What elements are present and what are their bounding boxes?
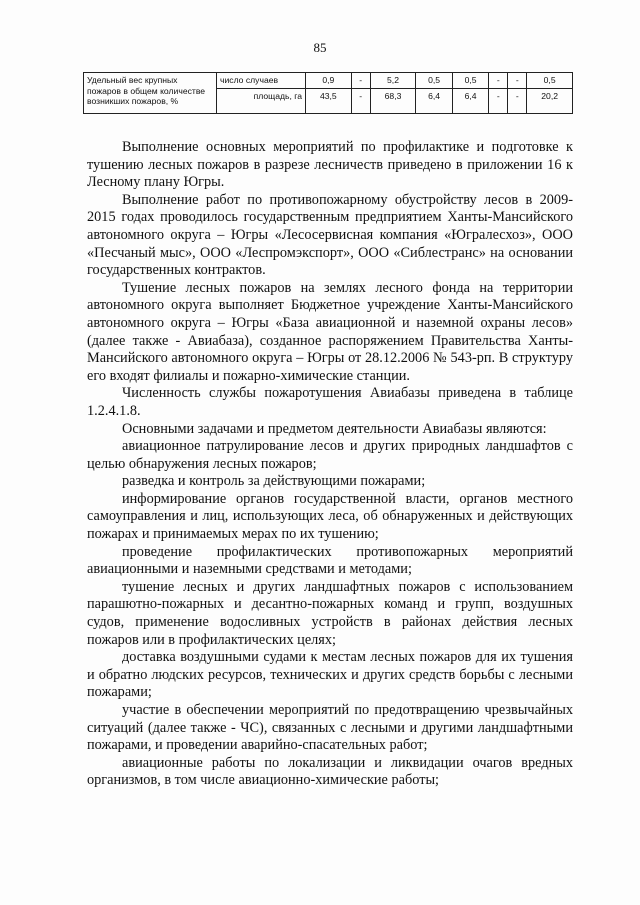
table-cell: 68,3 xyxy=(370,89,416,114)
table-cell: 6,4 xyxy=(452,89,488,114)
table-cell: 0,5 xyxy=(416,73,452,89)
table-cell: 20,2 xyxy=(527,89,573,114)
table-cell: 0,9 xyxy=(306,73,352,89)
table-cell: - xyxy=(489,73,508,89)
paragraph-tasks-heading: Основными задачами и предметом деятельности Авиабазы являются: xyxy=(122,420,547,437)
metric-area: площадь, га xyxy=(217,89,306,114)
list-item-pest-control: авиационные работы по локализации и ликвидации очагов вредных организмов, в том числе авиационно-химические работы; xyxy=(87,754,573,789)
list-item-informing: информирование органов государственной власти, органов местного самоуправления и лиц, использующих леса, об обнаруженных и действующих пожарах и принимаемых мерах по их тушению; xyxy=(87,490,573,543)
paragraph-fire-infrastructure: Выполнение работ по противопожарному обустройству лесов в 2009-2015 годах проводилось государственным предприятием Ханты-Мансийского автономного округа – Югры «Лесосервисная компания «Югралесхоз», ООО «Песчаный мыс», ООО «Леспромэкспорт», ООО «Сиблестранс» на основании государственных контрактов. xyxy=(87,191,573,279)
table-cell: 0,5 xyxy=(452,73,488,89)
list-item-prevention: проведение профилактических противопожарных мероприятий авиационными и наземными средствами и методами; xyxy=(87,543,573,578)
fire-statistics-table xyxy=(83,72,573,114)
table-cell: - xyxy=(489,89,508,114)
table-cell: 0,5 xyxy=(527,73,573,89)
paragraph-staff-reference: Численность службы пожаротушения Авиабазы приведена в таблице 1.2.4.1.8. xyxy=(87,385,573,419)
paragraph-prevention-annex: Выполнение основных мероприятий по профилактике и подготовке к тушению лесных пожаров в разрезе лесничеств приведено в приложении 16 к Лесному плану Югры. xyxy=(87,139,573,191)
list-item-reconnaissance: разведка и контроль за действующими пожарами; xyxy=(122,473,426,490)
list-item-delivery: доставка воздушными судами к местам лесных пожаров для их тушения и обратно людских ресурсов, технических и других средств борьбы с лесными пожарами; xyxy=(87,649,573,701)
table-cell: - xyxy=(508,89,527,114)
table-row xyxy=(84,73,573,89)
paragraph-aviabase-intro: Тушение лесных пожаров на землях лесного фонда на территории автономного округа выполняет Бюджетное учреждение Ханты-Мансийского автономного округа – Югры «База авиационной и наземной охраны лесов» (далее также - Авиабаза), созданное распоряжением Правительства Ханты-Мансийского автономного округа – Югры от 28.12.2006 № 543-рп. В структуру его входят филиалы и пожарно-химические станции. xyxy=(87,279,573,384)
table-cell: 6,4 xyxy=(416,89,452,114)
row-label: Удельный вес крупных пожаров в общем количестве возникших пожаров, % xyxy=(84,73,217,114)
table-cell: - xyxy=(508,73,527,89)
table-cell: 5,2 xyxy=(370,73,416,89)
table-cell: 43,5 xyxy=(306,89,352,114)
list-item-suppression: тушение лесных и других ландшафтных пожаров с использованием парашютно-пожарных и десантно-пожарных команд и групп, воздушных судов, применение водосливных устройств в районах действия лесных пожаров или в профилактических целях; xyxy=(87,578,573,648)
page-number: 85 xyxy=(313,40,327,55)
table-cell: - xyxy=(351,73,370,89)
table-cell: - xyxy=(351,89,370,114)
list-item-patrol: авиационное патрулирование лесов и других природных ландшафтов с целью обнаружения лесных пожаров; xyxy=(87,438,573,472)
list-item-emergency: участие в обеспечении мероприятий по предотвращению чрезвычайных ситуаций (далее также - ЧС), связанных с лесными и другими ландшафтными пожарами, и проведении аварийно-спасательных работ; xyxy=(87,702,573,754)
metric-cases: число случаев xyxy=(217,73,306,89)
body-text xyxy=(87,139,573,790)
